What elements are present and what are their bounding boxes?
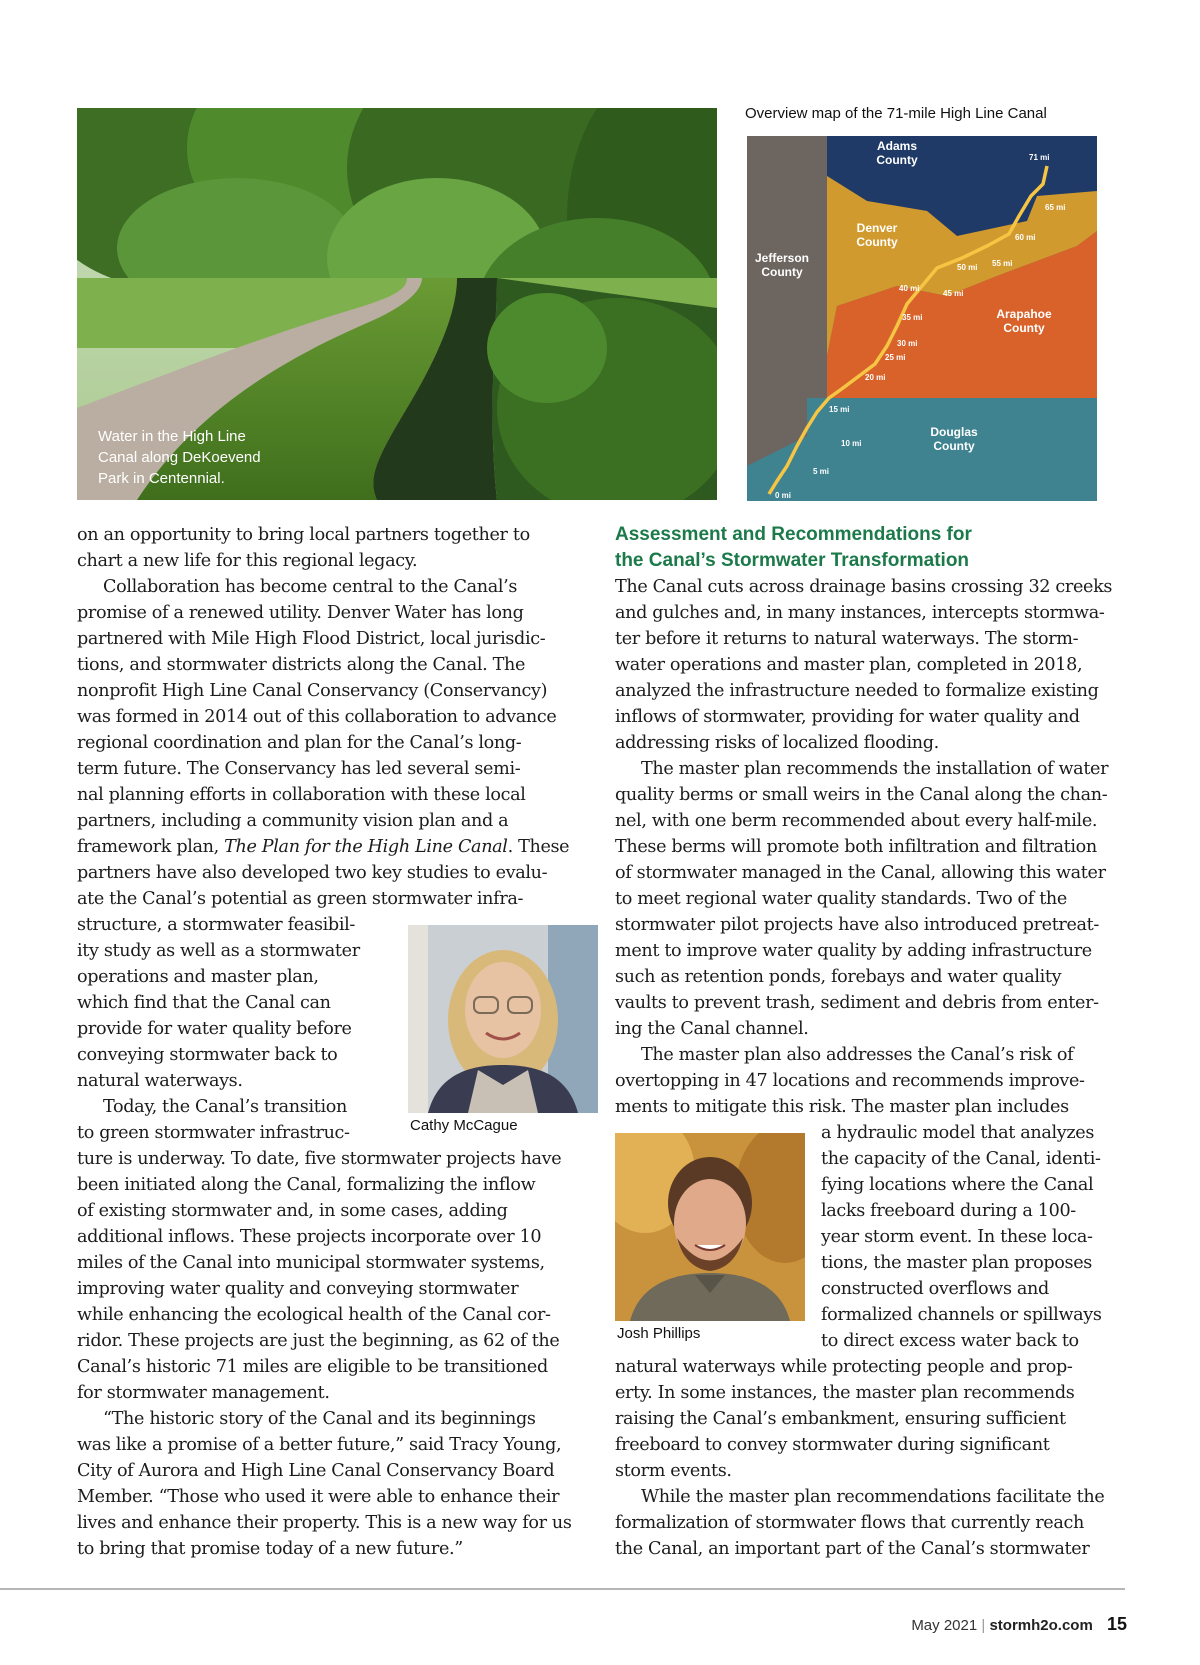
cathy-mccague-portrait bbox=[408, 925, 598, 1113]
body-line: partners have also developed two key studies to evalu- bbox=[77, 863, 548, 883]
body-line: ments to mitigate this risk. The master plan includes bbox=[615, 1097, 1069, 1117]
body-line: ing the Canal channel. bbox=[615, 1019, 809, 1039]
photo-caption bbox=[98, 426, 298, 489]
body-line: tions, the master plan proposes bbox=[821, 1253, 1092, 1273]
body-line: regional coordination and plan for the Canal’s long- bbox=[77, 733, 522, 753]
section-heading: Assessment and Recommendations for bbox=[615, 524, 972, 545]
body-line: lacks freeboard during a 100- bbox=[821, 1201, 1076, 1221]
body-line: fying locations where the Canal bbox=[821, 1175, 1094, 1195]
county-label: County bbox=[876, 153, 918, 167]
body-line: promise of a renewed utility. Denver Water has long bbox=[77, 603, 524, 623]
portrait-caption: Cathy McCague bbox=[410, 1117, 518, 1134]
body-line: Today, the Canal’s transition bbox=[103, 1097, 347, 1117]
mile-marker: 0 mi bbox=[775, 491, 792, 500]
footer-separator: | bbox=[981, 1617, 986, 1634]
photo-caption-line: Park in Centennial. bbox=[98, 470, 225, 487]
county-label: Jefferson bbox=[754, 251, 810, 265]
body-line: While the master plan recommendations facilitate the bbox=[641, 1487, 1105, 1507]
county-label: Denver bbox=[856, 221, 898, 235]
body-line: to meet regional water quality standards. Two of the bbox=[615, 889, 1067, 909]
body-line: The master plan recommends the installation of water bbox=[641, 759, 1109, 779]
body-line: storm events. bbox=[615, 1461, 732, 1481]
mile-marker: 71 mi bbox=[1029, 153, 1050, 162]
body-line: year storm event. In these loca- bbox=[821, 1227, 1093, 1247]
body-line: formalized channels or spillways bbox=[821, 1305, 1102, 1325]
body-line: operations and master plan, bbox=[77, 967, 319, 987]
body-line: provide for water quality before bbox=[77, 1019, 352, 1039]
body-line bbox=[77, 834, 597, 860]
body-line: The master plan also addresses the Canal’s risk of bbox=[641, 1045, 1074, 1065]
body-line: a hydraulic model that analyzes bbox=[821, 1123, 1095, 1143]
body-line: lives and enhance their property. This is a new way for us bbox=[77, 1513, 572, 1533]
body-line: of stormwater managed in the Canal, allowing this water bbox=[615, 863, 1106, 883]
mile-marker: 20 mi bbox=[865, 373, 886, 382]
body-line: additional inflows. These projects incorporate over 10 bbox=[77, 1227, 542, 1247]
mile-marker: 35 mi bbox=[902, 313, 923, 322]
body-line: inflows of stormwater, providing for water quality and bbox=[615, 707, 1080, 727]
josh-phillips-portrait bbox=[615, 1133, 805, 1321]
body-line: stormwater pilot projects have also introduced pretreat- bbox=[615, 915, 1099, 935]
body-line: vaults to prevent trash, sediment and debris from enter- bbox=[615, 993, 1099, 1013]
body-line: the Canal, an important part of the Canal’s stormwater bbox=[615, 1539, 1090, 1559]
portrait-caption: Josh Phillips bbox=[617, 1325, 701, 1342]
canal-overview-map bbox=[747, 136, 1097, 501]
body-line: nel, with one berm recommended about every half-mile. bbox=[615, 811, 1098, 831]
mile-marker: 60 mi bbox=[1015, 233, 1036, 242]
body-line: Member. “Those who used it were able to enhance their bbox=[77, 1487, 560, 1507]
body-line: analyzed the infrastructure needed to formalize existing bbox=[615, 681, 1099, 701]
county-label: County bbox=[1003, 321, 1045, 335]
county-label: Adams bbox=[876, 139, 918, 153]
body-line: term future. The Conservancy has led several semi- bbox=[77, 759, 521, 779]
body-line: nal planning efforts in collaboration with these local bbox=[77, 785, 526, 805]
body-line: raising the Canal’s embankment, ensuring sufficient bbox=[615, 1409, 1066, 1429]
body-line: addressing risks of localized flooding. bbox=[615, 733, 939, 753]
county-label: Douglas bbox=[930, 425, 978, 439]
body-line: constructed overflows and bbox=[821, 1279, 1049, 1299]
body-line: was like a promise of a better future,” said Tracy Young, bbox=[77, 1435, 562, 1455]
photo-caption-line: Water in the High Line bbox=[98, 428, 246, 445]
body-line: ate the Canal’s potential as green stormwater infra- bbox=[77, 889, 524, 909]
body-line: ity study as well as a stormwater bbox=[77, 941, 360, 961]
photo-caption-line: Canal along DeKoevend bbox=[98, 449, 261, 466]
plan-title: The Plan for the High Line Canal bbox=[224, 837, 508, 857]
body-line: City of Aurora and High Line Canal Conservancy Board bbox=[77, 1461, 555, 1481]
county-label: County bbox=[933, 439, 975, 453]
issue-date: May 2021 bbox=[911, 1617, 978, 1634]
mile-marker: 55 mi bbox=[992, 259, 1013, 268]
body-line: freeboard to convey stormwater during significant bbox=[615, 1435, 1050, 1455]
county-label: Arapahoe bbox=[996, 307, 1052, 321]
body-line: natural waterways while protecting people and prop- bbox=[615, 1357, 1073, 1377]
body-line: nonprofit High Line Canal Conservancy (Conservancy) bbox=[77, 681, 548, 701]
body-line: natural waterways. bbox=[77, 1071, 243, 1091]
body-line: water operations and master plan, completed in 2018, bbox=[615, 655, 1083, 675]
mile-marker: 5 mi bbox=[813, 467, 830, 476]
body-line: on an opportunity to bring local partners together to bbox=[77, 525, 530, 545]
body-line: formalization of stormwater flows that currently reach bbox=[615, 1513, 1084, 1533]
footer-divider bbox=[0, 1588, 1125, 1590]
mile-marker: 25 mi bbox=[885, 353, 906, 362]
page-footer bbox=[911, 1614, 1127, 1635]
mile-marker: 30 mi bbox=[897, 339, 918, 348]
body-line: ment to improve water quality by adding infrastructure bbox=[615, 941, 1092, 961]
body-line: The Canal cuts across drainage basins crossing 32 creeks bbox=[615, 577, 1113, 597]
body-line: such as retention ponds, forebays and water quality bbox=[615, 967, 1062, 987]
body-line: while enhancing the ecological health of the Canal cor- bbox=[77, 1305, 551, 1325]
page-number: 15 bbox=[1106, 1614, 1127, 1634]
body-line: ter before it returns to natural waterways. The storm- bbox=[615, 629, 1079, 649]
body-line: was formed in 2014 out of this collaboration to advance bbox=[77, 707, 557, 727]
body-line: for stormwater management. bbox=[77, 1383, 330, 1403]
body-line: partners, including a community vision plan and a bbox=[77, 811, 509, 831]
body-line: ridor. These projects are just the beginning, as 62 of the bbox=[77, 1331, 560, 1351]
body-line: overtopping in 47 locations and recommends improve- bbox=[615, 1071, 1085, 1091]
site-name: stormh2o.com bbox=[989, 1617, 1093, 1634]
body-line: and gulches and, in many instances, intercepts stormwa- bbox=[615, 603, 1105, 623]
framework-prefix: framework plan, bbox=[77, 837, 225, 857]
county-label: County bbox=[856, 235, 898, 249]
mile-marker: 40 mi bbox=[899, 284, 920, 293]
body-line: to green stormwater infrastruc- bbox=[77, 1123, 350, 1143]
right-column bbox=[615, 522, 1135, 1562]
body-line: been initiated along the Canal, formalizing the inflow bbox=[77, 1175, 536, 1195]
body-line: of existing stormwater and, in some cases, adding bbox=[77, 1201, 508, 1221]
canal-photo bbox=[77, 108, 717, 500]
body-line: miles of the Canal into municipal stormwater systems, bbox=[77, 1253, 545, 1273]
body-line: conveying stormwater back to bbox=[77, 1045, 338, 1065]
body-line: These berms will promote both infiltration and filtration bbox=[615, 837, 1097, 857]
mile-marker: 45 mi bbox=[943, 289, 964, 298]
body-line: ture is underway. To date, five stormwater projects have bbox=[77, 1149, 562, 1169]
body-line: to direct excess water back to bbox=[821, 1331, 1079, 1351]
county-label: County bbox=[761, 265, 803, 279]
body-line: chart a new life for this regional legacy. bbox=[77, 551, 418, 571]
body-line: the capacity of the Canal, identi- bbox=[821, 1149, 1101, 1169]
body-line: tions, and stormwater districts along the Canal. The bbox=[77, 655, 526, 675]
body-line: partnered with Mile High Flood District, local jurisdic- bbox=[77, 629, 546, 649]
body-line: improving water quality and conveying stormwater bbox=[77, 1279, 519, 1299]
mile-marker: 65 mi bbox=[1045, 203, 1066, 212]
body-line: to bring that promise today of a new future.” bbox=[77, 1539, 463, 1559]
map-title: Overview map of the 71-mile High Line Canal bbox=[745, 105, 1047, 122]
body-line: “The historic story of the Canal and its beginnings bbox=[103, 1409, 536, 1429]
framework-suffix: . These bbox=[507, 837, 570, 857]
body-line: quality berms or small weirs in the Canal along the chan- bbox=[615, 785, 1108, 805]
section-heading: the Canal’s Stormwater Transformation bbox=[615, 550, 970, 571]
body-line: Canal’s historic 71 miles are eligible to be transitioned bbox=[77, 1357, 548, 1377]
body-line: structure, a stormwater feasibil- bbox=[77, 915, 355, 935]
mile-marker: 10 mi bbox=[841, 439, 862, 448]
mile-marker: 50 mi bbox=[957, 263, 978, 272]
body-line: erty. In some instances, the master plan recommends bbox=[615, 1383, 1075, 1403]
body-line: which find that the Canal can bbox=[77, 993, 331, 1013]
body-line: Collaboration has become central to the Canal’s bbox=[103, 577, 518, 597]
mile-marker: 15 mi bbox=[829, 405, 850, 414]
